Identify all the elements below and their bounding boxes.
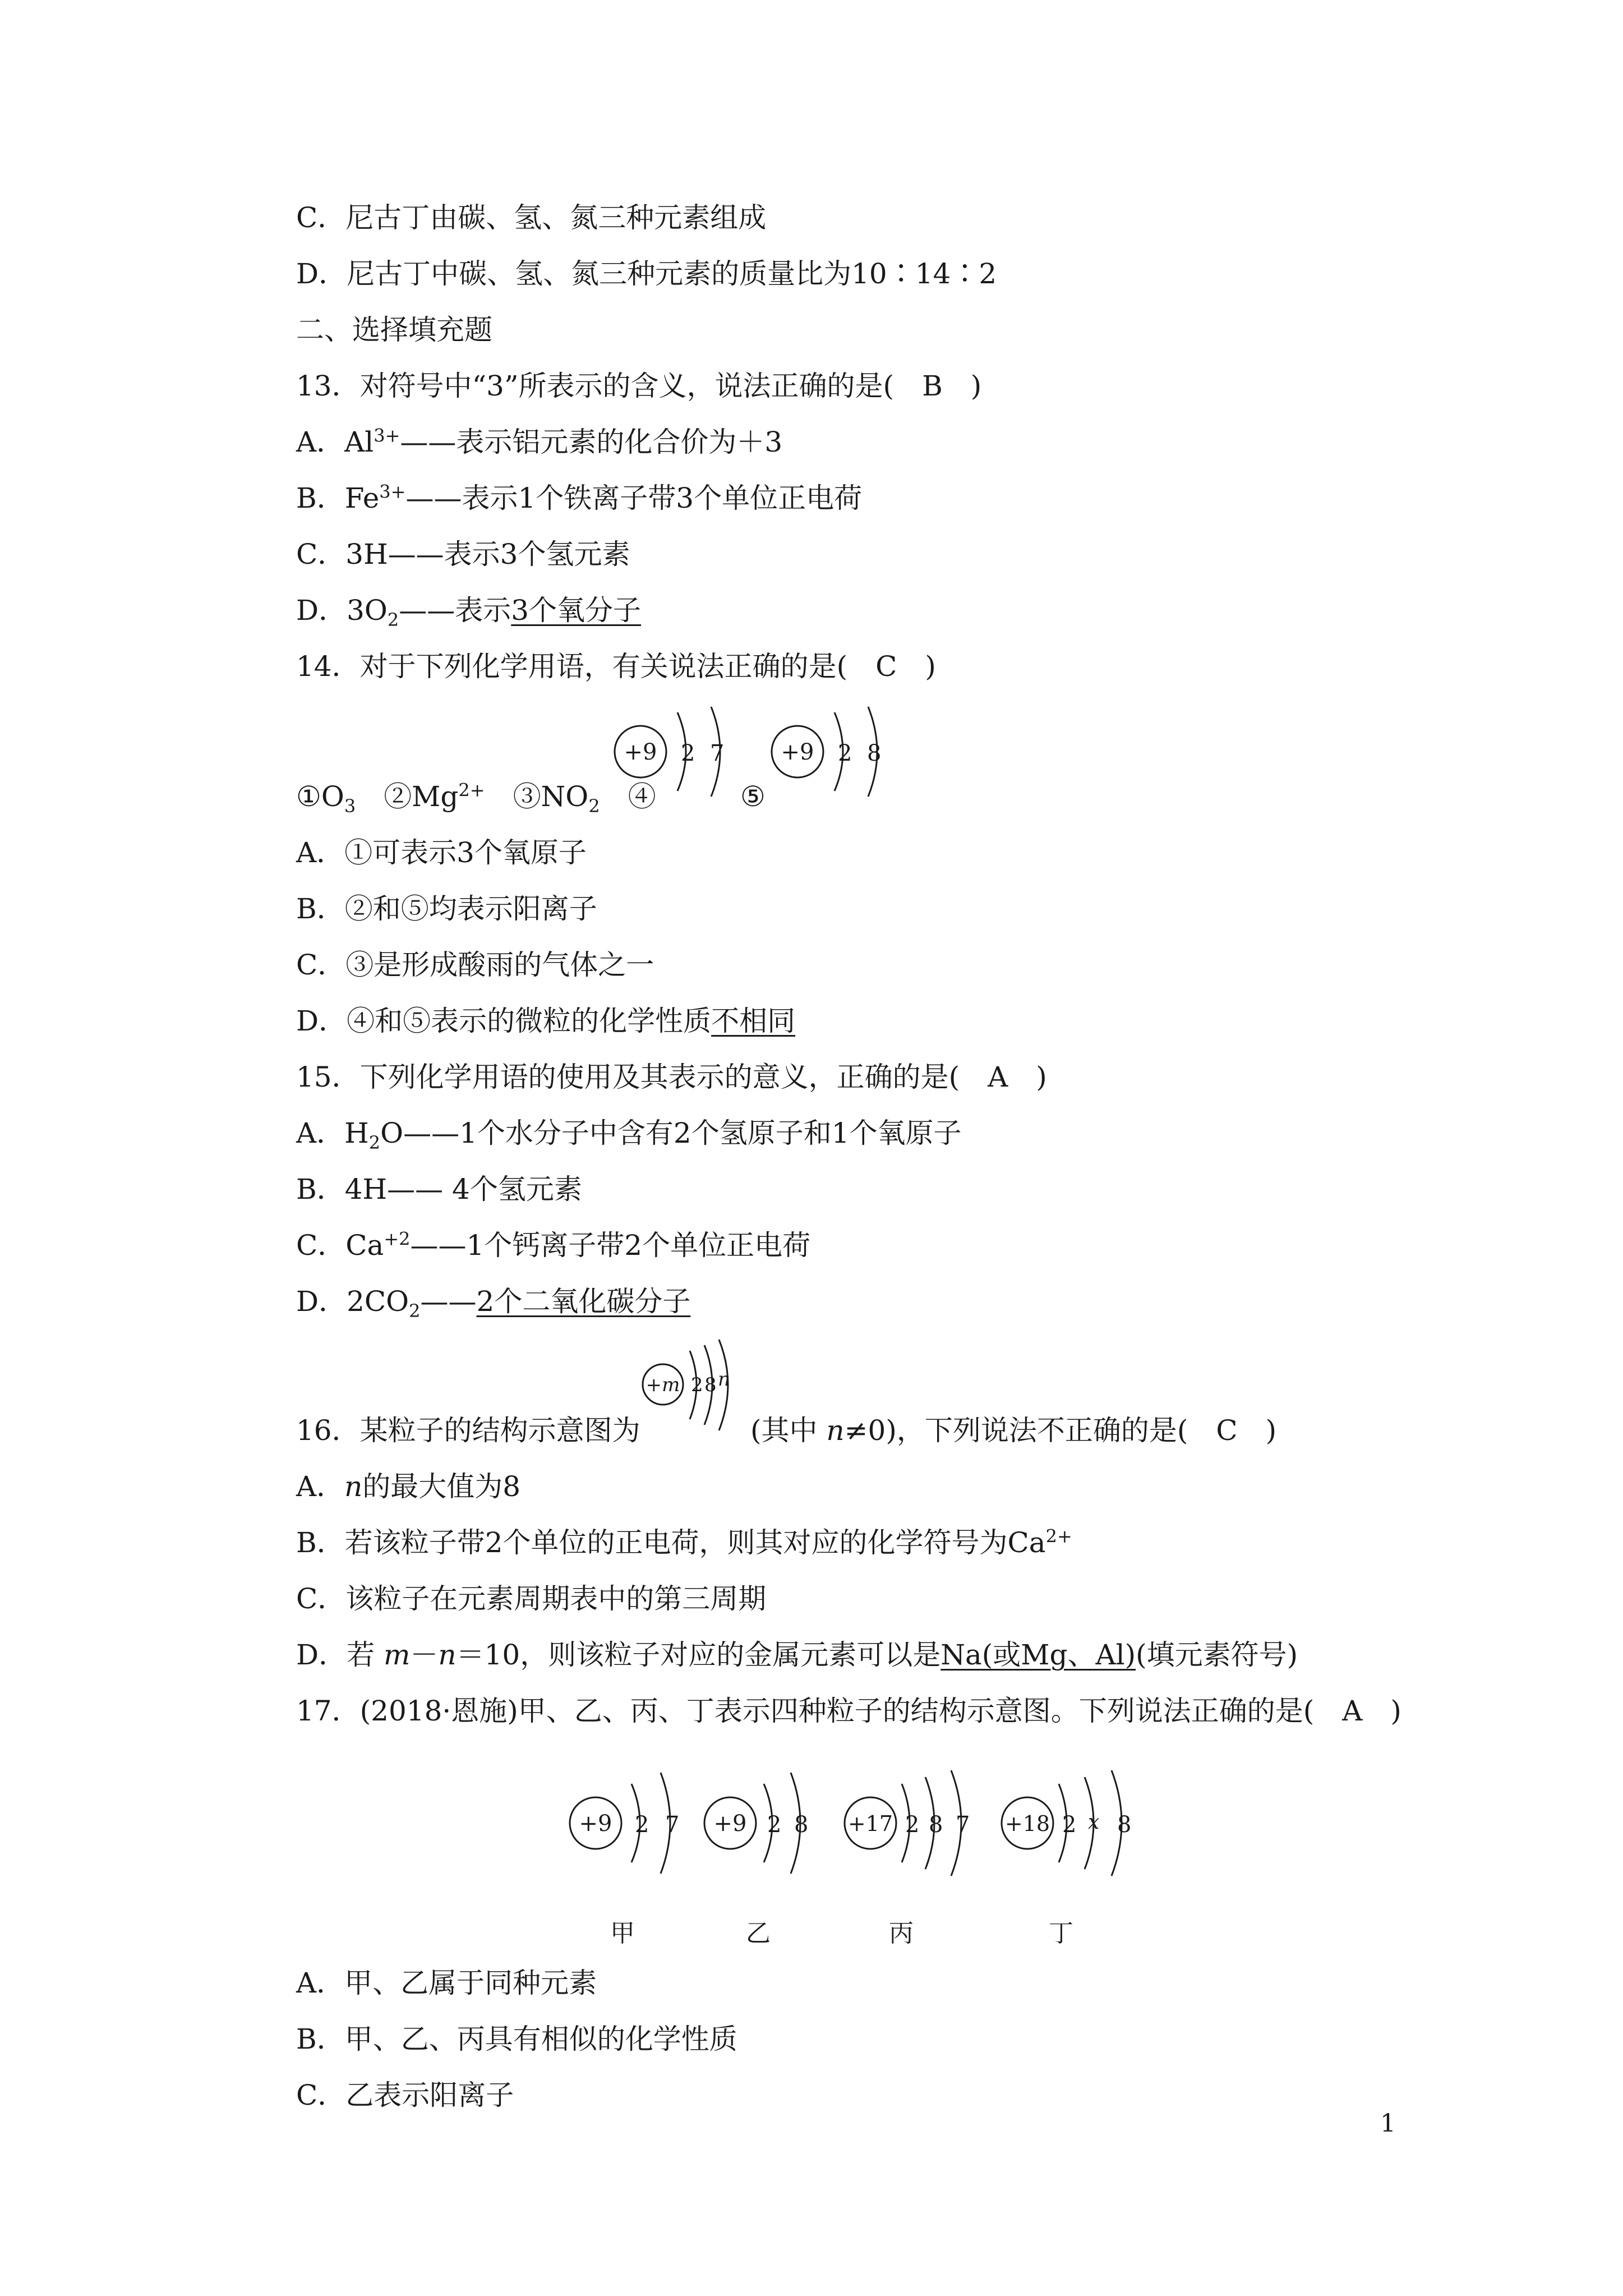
atom-diagram-ding <box>998 1761 1155 1885</box>
q14-item-3: ③NO <box>513 780 589 813</box>
bing-shell-1: 2 <box>905 1812 920 1838</box>
d5-shell-1: 2 <box>838 740 852 766</box>
jia-shell-1: 2 <box>635 1812 649 1838</box>
q14-item-2: ②Mg <box>384 780 459 813</box>
q16d-n: n <box>438 1639 457 1671</box>
q13-option-b <box>296 481 862 515</box>
q17-option-a: A．甲、乙属于同种元素 <box>296 1967 597 1999</box>
q16-post-n: n <box>826 1414 845 1447</box>
q16d-mid: ＝10，则该粒子对应的金属元素可以是 <box>456 1639 941 1671</box>
q13d-sub: 2 <box>387 609 399 631</box>
q13-option-d <box>296 593 642 631</box>
q13b-sup: 3+ <box>379 481 406 503</box>
q13a-sup: 3+ <box>374 425 400 447</box>
q15-option-a <box>296 1116 962 1153</box>
q16-option-a <box>296 1470 520 1503</box>
yi-shell-2: 8 <box>794 1812 809 1838</box>
d4-nucleus: +9 <box>624 739 657 765</box>
question-15: 15．下列化学用语的使用及其表示的意义，正确的是( A ) <box>296 1061 1047 1093</box>
caption-yi: 乙 <box>746 1919 771 1948</box>
question-16-post <box>750 1414 1276 1447</box>
yi-shell-1: 2 <box>767 1812 782 1838</box>
q15d-pre: D．2CO <box>296 1285 409 1318</box>
caption-jia: 甲 <box>610 1919 635 1948</box>
q16b-sup: 2+ <box>1045 1525 1072 1547</box>
d16-shell-3: n <box>718 1368 730 1391</box>
q14d-pre: D．④和⑤表示的微粒的化学性质 <box>296 1005 712 1037</box>
caption-bing: 丙 <box>889 1919 914 1948</box>
d5-shell-2: 8 <box>867 740 882 766</box>
page-number: 1 <box>1380 2109 1396 2138</box>
question-16-pre: 16．某粒子的结构示意图为 <box>296 1414 640 1447</box>
atom-diagram-bing <box>841 1761 993 1885</box>
atom-diagram-5 <box>768 696 903 808</box>
q17-option-c: C．乙表示阳离子 <box>296 2079 514 2111</box>
q14-option-a: A．①可表示3个氧原子 <box>296 836 587 869</box>
d16-nucleus: +m <box>645 1374 680 1396</box>
q16-option-d <box>296 1638 1298 1672</box>
q15c-sup: +2 <box>384 1228 411 1250</box>
q16-post-2: ≠0)，下列说法不正确的是( C ) <box>844 1414 1277 1447</box>
ding-shell-2: x <box>1088 1811 1100 1834</box>
q14-item-3-sub: 2 <box>588 795 600 817</box>
q13a-pre: A．Al <box>296 426 374 458</box>
q14-item-5: ⑤ <box>740 780 766 813</box>
q14-item-2-sup: 2+ <box>458 779 485 801</box>
q16d-pre: D．若 <box>296 1639 384 1671</box>
q14-items <box>296 779 656 817</box>
q13a-post: ——表示铝元素的化合价为＋3 <box>400 426 783 458</box>
q16a-text: 的最大值为8 <box>362 1470 521 1503</box>
q15-option-d <box>296 1285 691 1322</box>
q15d-answer: 2个二氧化碳分子 <box>476 1285 691 1318</box>
q15d-mid: —— <box>420 1285 477 1318</box>
q15a-pre: A．H <box>296 1117 369 1149</box>
question-17: 17．(2018·恩施)甲、乙、丙、丁表示四种粒子的结构示意图。下列说法正确的是( A ) <box>296 1695 1401 1727</box>
atom-diagram-16 <box>639 1335 751 1447</box>
q16a-n: n <box>344 1470 363 1503</box>
q17-option-b: B．甲、乙、丙具有相似的化学性质 <box>296 2023 737 2055</box>
q16d-dash: － <box>410 1639 439 1671</box>
jia-nucleus: +9 <box>579 1811 612 1837</box>
ding-shell-3: 8 <box>1117 1812 1132 1838</box>
q14-item-1: ①O <box>296 780 344 813</box>
q15c-post: ——1个钙离子带2个单位正电荷 <box>410 1229 811 1262</box>
ding-nucleus: +18 <box>1004 1811 1050 1836</box>
q14-option-b: B．②和⑤均表示阳离子 <box>296 892 597 925</box>
q14-option-d <box>296 1004 795 1038</box>
q16-option-c: C．该粒子在元素周期表中的第三周期 <box>296 1582 767 1615</box>
atom-diagram-yi <box>701 1761 836 1885</box>
atom-diagram-4 <box>611 696 746 808</box>
caption-ding: 丁 <box>1049 1919 1073 1948</box>
bing-shell-2: 8 <box>929 1812 943 1838</box>
option-c-nicotine: C．尼古丁由碳、氢、氮三种元素组成 <box>296 201 767 234</box>
q13-option-c: C．3H——表示3个氢元素 <box>296 538 630 570</box>
q15a-sub: 2 <box>368 1132 381 1153</box>
q13d-mid: ——表示 <box>399 594 511 627</box>
q14d-answer: 不相同 <box>711 1005 796 1037</box>
question-13: 13．对符号中“3”所表示的含义，说法正确的是( B ) <box>296 370 982 402</box>
q16d-m: m <box>383 1639 411 1671</box>
d4-shell-2: 7 <box>710 740 725 766</box>
q14-item-1-sub: 3 <box>344 795 356 817</box>
q16a-pre: A． <box>296 1470 345 1503</box>
q13d-answer: 3个氧分子 <box>511 594 642 627</box>
q15a-post: O——1个水分子中含有2个氢原子和1个氧原子 <box>380 1117 962 1149</box>
q13b-pre: B．Fe <box>296 482 380 514</box>
d5-nucleus: +9 <box>781 739 814 765</box>
q16-post-1: (其中 <box>750 1414 827 1447</box>
q15d-sub: 2 <box>409 1300 421 1322</box>
q16d-answer: Na(或Mg、Al) <box>940 1639 1136 1671</box>
question-14: 14．对于下列化学用语，有关说法正确的是( C ) <box>296 650 936 683</box>
d16-shell-2: 8 <box>704 1374 717 1396</box>
q13d-pre: D．3O <box>296 594 388 627</box>
d4-shell-1: 2 <box>681 740 695 766</box>
q15c-pre: C．Ca <box>296 1229 384 1262</box>
ding-shell-1: 2 <box>1062 1812 1077 1838</box>
q16-option-b <box>296 1526 1072 1559</box>
q16b-pre: B．若该粒子带2个单位的正电荷，则其对应的化学符号为Ca <box>296 1526 1046 1559</box>
bing-nucleus: +17 <box>847 1811 893 1836</box>
bing-shell-3: 7 <box>956 1812 970 1838</box>
q15-option-c <box>296 1228 810 1262</box>
section-title: 二、选择填充题 <box>296 314 492 346</box>
q15-option-b: B．4H—— 4个氢元素 <box>296 1173 582 1205</box>
q13-option-a <box>296 425 782 459</box>
option-d-nicotine: D．尼古丁中碳、氢、氮三种元素的质量比为10∶14∶2 <box>296 257 997 290</box>
atom-diagram-jia <box>566 1761 701 1885</box>
jia-shell-2: 7 <box>665 1812 680 1838</box>
q16d-post: (填元素符号) <box>1136 1639 1298 1671</box>
d16-shell-1: 2 <box>691 1374 703 1396</box>
q13b-post: ——表示1个铁离子带3个单位正电荷 <box>405 482 863 514</box>
q14-item-4: ④ <box>628 780 656 813</box>
yi-nucleus: +9 <box>713 1811 747 1837</box>
q14-option-c: C．③是形成酸雨的气体之一 <box>296 949 654 981</box>
